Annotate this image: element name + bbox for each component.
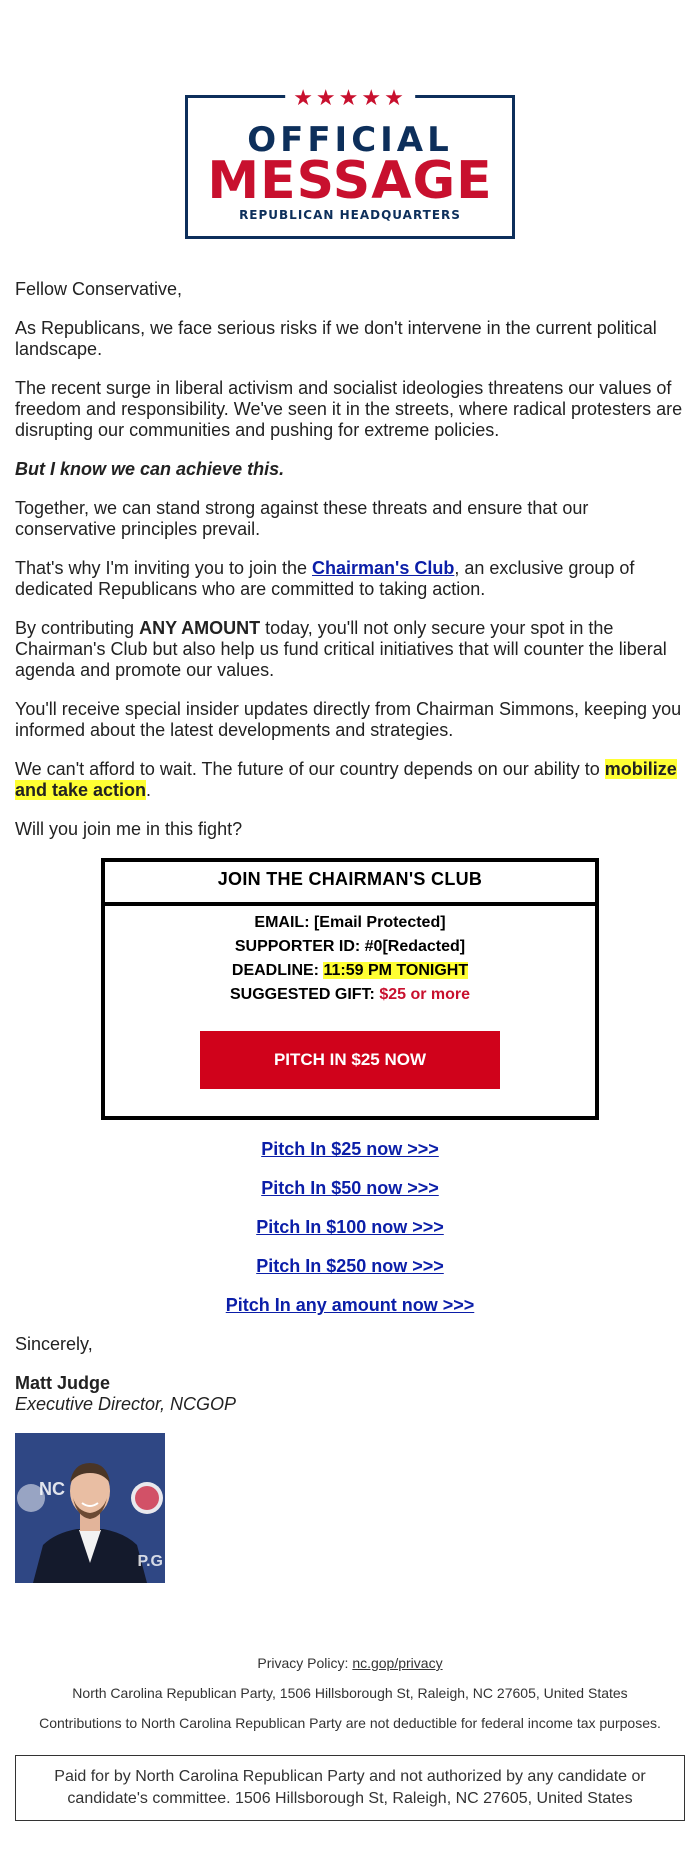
tax-deductible-note: Contributions to North Carolina Republican Party are not deductible for federal income tax purposes.: [39, 1715, 661, 1731]
email-value: [Email Protected]: [313, 914, 446, 931]
paragraph-updates: You'll receive special insider updates directly from Chairman Simmons, keeping you informed about the latest developments and strategies.: [15, 699, 682, 740]
logo-message-text: MESSAGE: [207, 151, 493, 211]
wait-text-before: We can't afford to wait. The future of our country depends on our ability to: [15, 759, 605, 779]
letter-body: [0, 279, 700, 840]
supporter-id-row: [105, 935, 595, 959]
footer: [0, 1655, 700, 1731]
suggested-gift-row: [105, 983, 595, 1007]
paid-for-disclaimer: Paid for by North Carolina Republican Party and not authorized by any candidate or candidate's committee. 1506 Hillsborough St, Raleigh, NC 27605, United States: [15, 1755, 685, 1821]
logo-official-text: OFFICIAL: [247, 120, 453, 160]
signer-title: Executive Director, NCGOP: [15, 1394, 237, 1414]
privacy-policy-link[interactable]: nc.gop/privacy: [352, 1655, 443, 1671]
party-address: North Carolina Republican Party, 1506 Hillsborough St, Raleigh, NC 27605, United States: [72, 1685, 628, 1701]
photo-backdrop-text-right: P.G: [137, 1553, 163, 1570]
paragraph-join-question: Will you join me in this fight?: [15, 819, 243, 839]
header: [0, 0, 700, 239]
email-label: EMAIL:: [254, 914, 314, 931]
deadline-row: [105, 959, 595, 983]
paragraph-surge: The recent surge in liberal activism and socialist ideologies threatens our values of freedom and responsibility. We've seen it in the streets, where radical protesters are disrupting our communities and pushing for extreme policies.: [15, 378, 683, 440]
pitch-in-any-amount-link[interactable]: Pitch In any amount now >>>: [225, 1295, 475, 1315]
pitch-in-25-link[interactable]: Pitch In $25 now >>>: [261, 1139, 439, 1159]
contribute-text-after: today, you'll not only secure your spot in the Chairman's Club but also help us fund critical initiatives that will counter the liberal agenda and promote our values.: [15, 618, 667, 680]
closing: Sincerely,: [15, 1334, 93, 1354]
paragraph-invite: [15, 558, 685, 600]
pitch-links-list: [0, 1139, 700, 1316]
pitch-in-250-link[interactable]: Pitch In $250 now >>>: [256, 1256, 444, 1276]
paragraph-together: Together, we can stand strong against these threats and ensure that our conservative principles prevail.: [15, 498, 589, 539]
supporter-id-value: #0[Redacted]: [364, 938, 466, 955]
paragraph-risks: As Republicans, we face serious risks if we don't intervene in the current political landscape.: [15, 318, 657, 359]
signer-photo: [15, 1433, 165, 1583]
logo-subtitle-text: REPUBLICAN HEADQUARTERS: [239, 208, 461, 222]
pitch-in-50-link[interactable]: Pitch In $50 now >>>: [261, 1178, 439, 1198]
contribute-text-before: By contributing: [15, 618, 140, 638]
club-box-body: [105, 906, 595, 1116]
paragraph-wait: [15, 759, 685, 801]
wait-text-after: .: [146, 780, 152, 800]
pitch-in-25-button[interactable]: PITCH IN $25 NOW: [200, 1031, 500, 1089]
signature-block: [0, 1334, 700, 1583]
paragraph-achieve: But I know we can achieve this.: [15, 459, 285, 479]
chairmans-club-link[interactable]: Chairman's Club: [312, 558, 455, 578]
club-box-title: JOIN THE CHAIRMAN'S CLUB: [105, 862, 595, 906]
chairmans-club-box: [101, 858, 599, 1120]
stars-icon: ★★★★★: [285, 86, 415, 110]
privacy-policy-line: [0, 1655, 700, 1671]
suggested-gift-value: $25 or more: [379, 986, 471, 1003]
any-amount-text: ANY AMOUNT: [139, 618, 261, 638]
highlighted-mobilize-text: mobilize and take action: [15, 759, 677, 800]
suggested-gift-label: SUGGESTED GIFT:: [229, 986, 380, 1003]
deadline-label: DEADLINE:: [231, 962, 324, 979]
deadline-value: 11:59 PM TONIGHT: [323, 962, 469, 979]
email-row: [105, 911, 595, 935]
privacy-label: Privacy Policy:: [257, 1655, 353, 1671]
invite-text-before: That's why I'm inviting you to join the: [15, 558, 313, 578]
greeting: Fellow Conservative,: [15, 279, 183, 299]
supporter-id-label: SUPPORTER ID:: [234, 938, 365, 955]
photo-backdrop-text-left: NC: [39, 1479, 65, 1499]
invite-text-after: , an exclusive group of dedicated Republicans who are committed to taking action.: [15, 558, 635, 599]
official-message-logo: [185, 85, 515, 239]
signer-name: Matt Judge: [15, 1373, 111, 1393]
paragraph-contribute: [15, 618, 685, 681]
pitch-in-100-link[interactable]: Pitch In $100 now >>>: [256, 1217, 444, 1237]
